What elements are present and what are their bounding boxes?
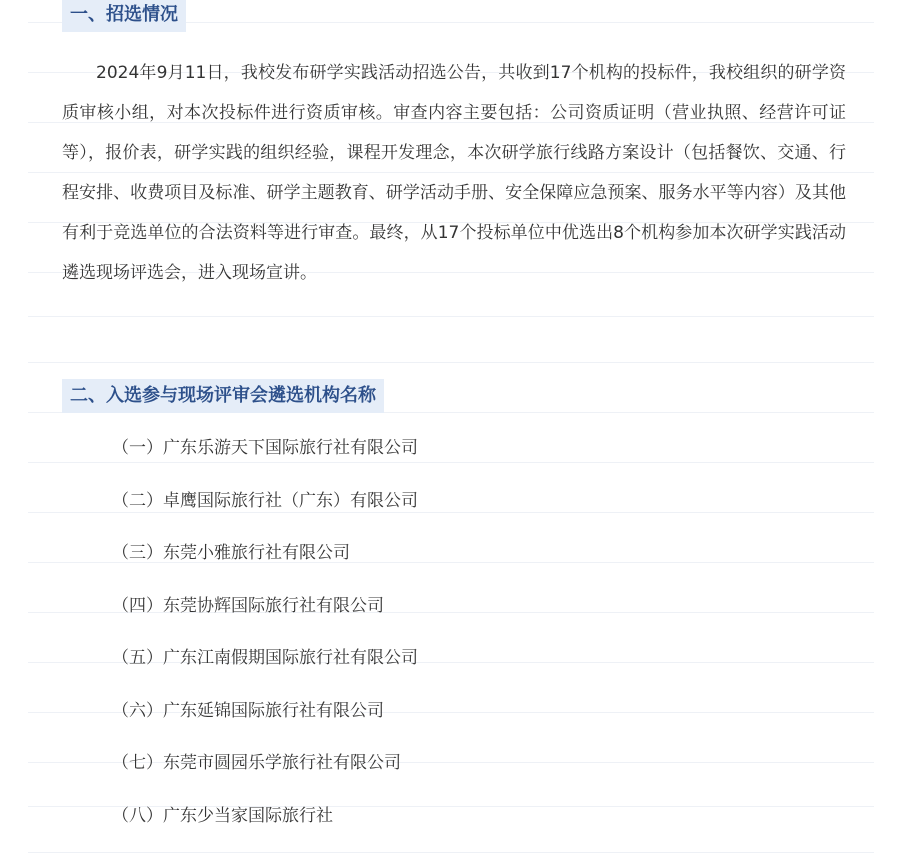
agency-list-item: （四）东莞协辉国际旅行社有限公司 [112,595,384,616]
agency-list-item: （六）广东延锦国际旅行社有限公司 [112,700,384,721]
agency-list-item: （一）广东乐游天下国际旅行社有限公司 [112,438,418,458]
background-rule [28,316,874,317]
agency-list-item: （三）东莞小雅旅行社有限公司 [112,543,350,563]
section-heading-selection-status: 一、招选情况 [62,0,186,32]
background-rule [28,852,874,853]
agency-list-item: （八）广东少当家国际旅行社 [112,805,333,826]
agency-list-item: （二）卓鹰国际旅行社（广东）有限公司 [112,490,418,511]
background-rule [28,362,874,363]
agency-list [112,430,418,850]
selection-status-paragraph: 2024年9月11日，我校发布研学实践活动招选公告，共收到17个机构的投标件，我校组织的研学资质审核小组，对本次投标件进行资质审核。审查内容主要包括：公司资质证明（营业执照、经营许可证等），报价表，研学实践的组织经验，课程开发理念，本次研学旅行线路方案设计（包括餐饮、交通、行程安排、收费项目及标准、研学主题教育、研学活动手册、安全保障应急预案、服务水平等内容）及其他有利于竞选单位的合法资料等进行审查。最终，从17个投标单位中优选出8个机构参加本次研学实践活动遴选现场评选会，进入现场宣讲。 [62,63,846,283]
section-heading-selected-agencies: 二、入选参与现场评审会遴选机构名称 [62,379,384,413]
agency-list-item: （五）广东江南假期国际旅行社有限公司 [112,648,418,668]
agency-list-item: （七）东莞市圆园乐学旅行社有限公司 [112,753,401,773]
